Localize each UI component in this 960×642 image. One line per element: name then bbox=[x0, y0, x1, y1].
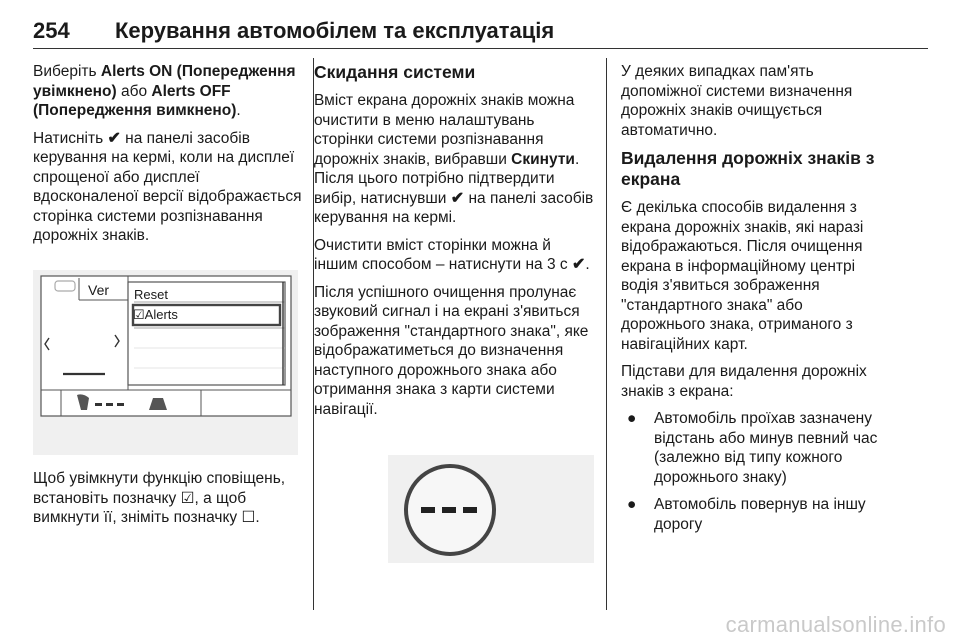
menu-item-alerts bbox=[133, 307, 178, 323]
section-heading-removal: Видалення дорожніх знаків з екрана bbox=[621, 148, 875, 189]
removal-reasons-list bbox=[621, 409, 891, 534]
list-item-text: Автомобіль проїхав зазначену відстань або минув певний час (залежно від типу кожного дорожнього знаку) bbox=[654, 410, 878, 486]
list-item bbox=[621, 495, 891, 534]
text: Очистити вміст сторінки можна й іншим способом – натиснути на 3 с bbox=[314, 236, 572, 273]
checkmark-icon: ✔ bbox=[450, 189, 465, 207]
page-title: Керування автомобілем та експлуатація bbox=[115, 18, 555, 43]
column-divider-right bbox=[606, 58, 607, 610]
header-divider bbox=[33, 48, 928, 49]
standard-sign-illustration bbox=[388, 455, 594, 563]
paragraph-auto-clear: У деяких випадках пам'ять допоміжної системи визначення дорожніх знаків очищується автоматично. bbox=[621, 63, 853, 139]
reset-option: Скинути bbox=[511, 150, 575, 168]
display-illustration bbox=[33, 270, 298, 455]
section-heading-reset: Скидання системи bbox=[314, 62, 476, 82]
text: Натисніть bbox=[33, 129, 108, 147]
menu-item-reset: Reset bbox=[134, 287, 168, 302]
column-right bbox=[621, 62, 891, 542]
paragraph-reset-hold bbox=[314, 236, 598, 275]
text: або bbox=[116, 82, 152, 100]
watermark: carmanualsonline.info bbox=[725, 612, 946, 637]
list-item bbox=[621, 409, 891, 487]
list-item-text: Автомобіль повернув на іншу дорогу bbox=[654, 496, 866, 533]
standard-sign-drawing bbox=[388, 455, 594, 563]
text: . bbox=[585, 256, 590, 273]
column-left bbox=[33, 62, 305, 254]
text: . bbox=[236, 102, 241, 119]
text: Вміст екрана дорожніх знаків можна очистити в меню налаштувань сторінки системи розпізнавання дорожніх знаків, вибравши bbox=[314, 92, 575, 168]
bullet-icon: ● bbox=[627, 496, 637, 513]
paragraph-removal-reasons: Підстави для видалення дорожніх знаків з екрана: bbox=[621, 363, 867, 400]
alerts-on-option: Alerts ON (Попередження увімкнено) bbox=[33, 63, 296, 100]
page-header bbox=[33, 18, 928, 52]
paragraph-reset-menu bbox=[314, 91, 598, 228]
paragraph-removal-methods: Є декілька способів видалення з екрана дорожніх знаків, які наразі відображаються. Після очищення екрана в інформаційному центрі водія з'явиться зображення "стандартного знака" або дорожнього знака, отриманого з навігаційних карт. bbox=[621, 199, 864, 353]
text: на панелі засобів керування на кермі. bbox=[314, 189, 594, 226]
paragraph-alerts-checkbox: Щоб увімкнути функцію сповіщень, встановіть позначку ☑, а щоб вимкнути її, зніміть позначку ☐. bbox=[33, 470, 286, 526]
paragraph-select-alerts bbox=[33, 62, 305, 121]
text: . Після цього потрібно підтвердити вибір, натиснувши bbox=[314, 150, 580, 207]
text: на панелі засобів керування на кермі, коли на дисплеї спрощеної або дисплеї вдосконаленої версії відображається сторінка системи розпізнавання дорожніх знаків. bbox=[33, 129, 302, 244]
text: Виберіть bbox=[33, 63, 101, 80]
column-middle bbox=[314, 62, 598, 427]
speed-sign-dash-icon bbox=[95, 403, 102, 406]
paragraph-press-check bbox=[33, 129, 305, 246]
checkbox-checked-icon: ☑ bbox=[133, 307, 145, 322]
alerts-off-option: Alerts OFF (Попередження вимкнено) bbox=[33, 82, 237, 119]
checkmark-icon: ✔ bbox=[571, 256, 586, 273]
display-tab-label: Ver bbox=[88, 282, 110, 298]
checkmark-icon: ✔ bbox=[107, 129, 121, 147]
column-left-bottom bbox=[33, 469, 305, 536]
paragraph-reset-result: Після успішного очищення пролунає звуковий сигнал і на екрані з'явиться зображення "стандартного знака", яке відображатиметься до визначення наступного дорожнього знака або отримання знака з карти системи навігації. bbox=[314, 283, 589, 418]
menu-item-alerts-label: Alerts bbox=[144, 307, 178, 322]
page-number: 254 bbox=[33, 18, 70, 43]
bullet-icon: ● bbox=[627, 410, 637, 427]
